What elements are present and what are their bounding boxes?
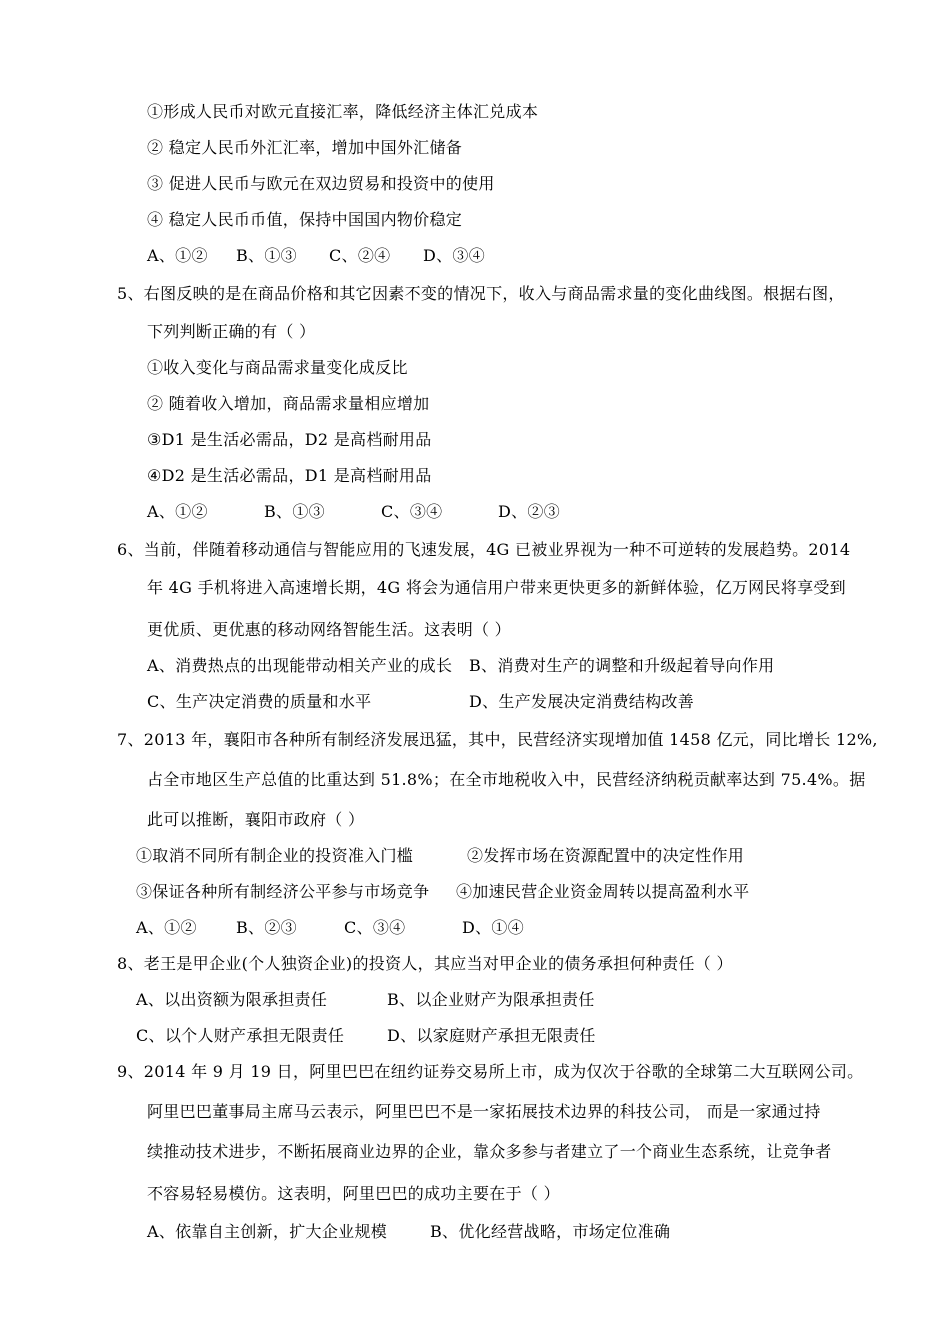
q4-option-d: D、③④ — [423, 246, 486, 265]
q5-stem-line-1: 5、右图反映的是在商品价格和其它因素不变的情况下，收入与商品需求量的变化曲线图。根据右图， — [117, 284, 845, 303]
q7-item-2: ②发挥市场在资源配置中的决定性作用 — [467, 846, 745, 865]
q5-option-c: C、③④ — [381, 502, 443, 521]
q4-item-4: ④ 稳定人民币币值，保持中国国内物价稳定 — [147, 210, 463, 229]
q4-option-a: A、①② — [147, 246, 208, 265]
q9-stem-line-3: 续推动技术进步，不断拓展商业边界的企业，靠众多参与者建立了一个商业生态系统，让竞争者 — [147, 1142, 832, 1161]
q7-stem-line-3: 此可以推断，襄阳市政府（ ） — [147, 810, 365, 829]
q6-option-d: D、生产发展决定消费结构改善 — [469, 692, 695, 711]
q9-option-b: B、优化经营战略，市场定位准确 — [430, 1222, 671, 1241]
q9-option-a: A、依靠自主创新，扩大企业规模 — [147, 1222, 388, 1241]
q5-option-a: A、①② — [147, 502, 208, 521]
q6-option-a: A、消费热点的出现能带动相关产业的成长 — [147, 656, 453, 675]
q7-stem-line-2: 占全市地区生产总值的比重达到 51.8%；在全市地税收入中，民营经济纳税贡献率达到 75.4%。据 — [147, 770, 866, 789]
q7-item-1: ①取消不同所有制企业的投资准入门槛 — [136, 846, 414, 865]
q8-option-c: C、以个人财产承担无限责任 — [136, 1026, 345, 1045]
q5-item-1: ①收入变化与商品需求量变化成反比 — [147, 358, 408, 377]
q7-option-a: A、①② — [136, 918, 197, 937]
q5-stem-line-2: 下列判断正确的有（ ） — [147, 322, 316, 341]
q7-option-b: B、②③ — [236, 918, 297, 937]
q8-option-b: B、以企业财产为限承担责任 — [387, 990, 595, 1009]
q6-stem-line-2: 年 4G 手机将进入高速增长期，4G 将会为通信用户带来更快更多的新鲜体验，亿万网民将享受到 — [147, 578, 846, 597]
q7-option-d: D、①④ — [462, 918, 525, 937]
q7-stem-line-1: 7、2013 年，襄阳市各种所有制经济发展迅猛，其中，民营经济实现增加值 1458 亿元，同比增长 12%, — [117, 730, 878, 749]
q8-option-d: D、以家庭财产承担无限责任 — [387, 1026, 596, 1045]
q5-item-4: ④D2 是生活必需品，D1 是高档耐用品 — [147, 466, 432, 485]
q9-stem-line-1: 9、2014 年 9 月 19 日，阿里巴巴在纽约证券交易所上市，成为仅次于谷歌的全球第二大互联网公司。 — [117, 1062, 864, 1081]
q5-item-3: ③D1 是生活必需品，D2 是高档耐用品 — [147, 430, 432, 449]
q7-item-4: ④加速民营企业资金周转以提高盈利水平 — [456, 882, 750, 901]
q4-item-3: ③ 促进人民币与欧元在双边贸易和投资中的使用 — [147, 174, 495, 193]
q4-option-c: C、②④ — [329, 246, 391, 265]
q6-option-b: B、消费对生产的调整和升级起着导向作用 — [469, 656, 775, 675]
q7-item-3: ③保证各种所有制经济公平参与市场竞争 — [136, 882, 430, 901]
q9-stem-line-2: 阿里巴巴董事局主席马云表示，阿里巴巴不是一家拓展技术边界的科技公司， 而是一家通过持 — [147, 1102, 821, 1121]
q4-option-b: B、①③ — [236, 246, 297, 265]
q8-stem: 8、老王是甲企业(个人独资企业)的投资人，其应当对甲企业的债务承担何种责任（ ） — [117, 954, 733, 973]
q9-stem-line-4: 不容易轻易模仿。这表明，阿里巴巴的成功主要在于（ ） — [147, 1184, 560, 1203]
q6-stem-line-1: 6、当前，伴随着移动通信与智能应用的飞速发展，4G 已被业界视为一种不可逆转的发展趋势。2014 — [117, 540, 851, 559]
q6-stem-line-3: 更优质、更优惠的移动网络智能生活。这表明（ ） — [147, 620, 511, 639]
q7-option-c: C、③④ — [344, 918, 406, 937]
q8-option-a: A、以出资额为限承担责任 — [136, 990, 328, 1009]
q6-option-c: C、生产决定消费的质量和水平 — [147, 692, 372, 711]
q5-item-2: ② 随着收入增加，商品需求量相应增加 — [147, 394, 430, 413]
q4-item-1: ①形成人民币对欧元直接汇率，降低经济主体汇兑成本 — [147, 102, 539, 121]
q5-option-b: B、①③ — [264, 502, 325, 521]
q5-option-d: D、②③ — [498, 502, 561, 521]
q4-item-2: ② 稳定人民币外汇汇率，增加中国外汇储备 — [147, 138, 463, 157]
